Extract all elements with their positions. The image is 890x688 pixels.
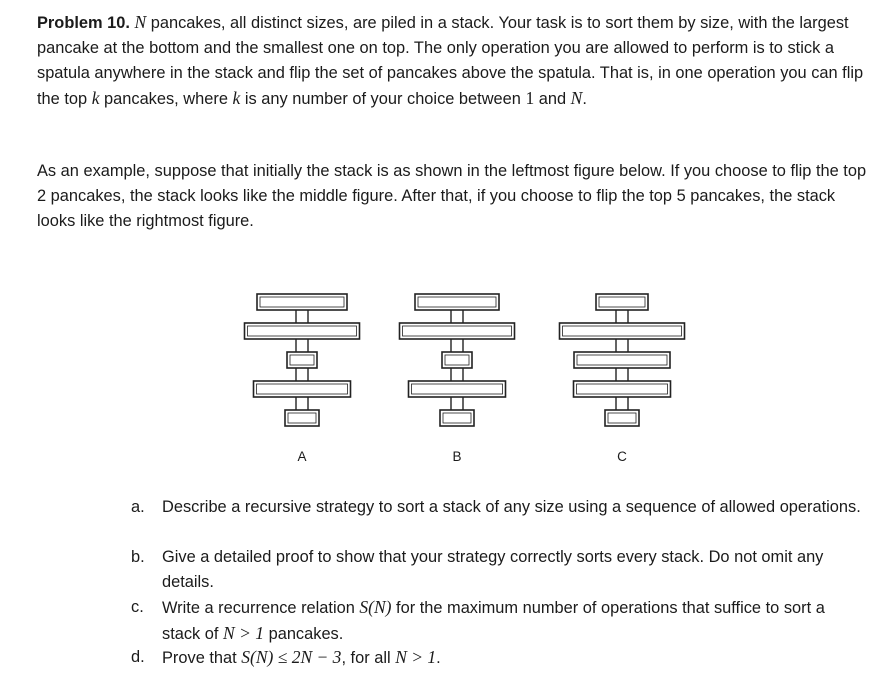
math-expression: S(N) ≤ 2N − 3	[241, 647, 342, 667]
question-text-segment: Prove that	[162, 649, 242, 667]
question-text-segment: pancakes.	[264, 625, 344, 643]
pancake	[409, 381, 506, 397]
stack-label: A	[297, 449, 307, 464]
pancake	[254, 381, 351, 397]
question-text-segment: Give a detailed proof to show that your strategy correctly sorts every stack. Do not omit any details.	[162, 548, 824, 591]
question-text-segment: Describe a recursive strategy to sort a stack of any size using a sequence of allowed operations.	[162, 498, 861, 516]
question-text-segment: Write a recurrence relation	[162, 599, 360, 617]
question-text	[162, 595, 862, 647]
question-letter: b.	[131, 548, 145, 566]
math-expression: N > 1	[223, 623, 265, 643]
var-k: k	[91, 88, 100, 108]
var-k-2: k	[232, 88, 241, 108]
num-one: 1	[525, 88, 535, 108]
question-text-segment: , for all	[341, 649, 396, 667]
problem-text-3: is any number of your choice between	[240, 90, 526, 108]
question-letter: c.	[131, 598, 144, 616]
question-text	[162, 545, 862, 595]
pancake	[440, 410, 474, 426]
problem-text-1: pancakes, all distinct sizes, are piled in a stack. Your task is to sort them by size, with the largest pancake at the bottom and the smallest one on top. The only operation you are allowed to perform is to stick a spatula anywhere in the stack and flip the set of pancakes above the spatula. That is, in one operation you can flip the top	[37, 14, 864, 108]
problem-end-period: .	[582, 90, 587, 108]
math-expression: S(N)	[359, 597, 392, 617]
pancake	[605, 410, 639, 426]
question-letter: d.	[131, 648, 145, 666]
problem-text-4: and	[534, 90, 571, 108]
stack-label: C	[617, 449, 627, 464]
question-text	[162, 645, 862, 671]
question-letter: a.	[131, 498, 145, 516]
pancake	[442, 352, 472, 368]
question-text	[162, 495, 862, 520]
pancake	[415, 294, 499, 310]
math-expression: N > 1	[395, 647, 437, 667]
stack-c	[560, 294, 685, 464]
stack-label: B	[452, 449, 462, 464]
pancake	[596, 294, 648, 310]
stack-a	[245, 294, 360, 464]
example-paragraph: As an example, suppose that initially the stack is as shown in the leftmost figure below. If you choose to flip the top 2 pancakes, the stack looks like the middle figure. After that, if you choose to flip the top 5 pancakes, the stack looks like the rightmost figure.	[37, 162, 867, 230]
pancake	[560, 323, 685, 339]
pancake	[574, 381, 671, 397]
var-n: N	[134, 12, 147, 32]
question-text-segment: for the maximum number of operations that suffice to sort a stack of	[162, 599, 825, 643]
problem-text-2: pancakes, where	[99, 90, 233, 108]
pancake	[574, 352, 670, 368]
problem-label: Problem 10.	[37, 14, 130, 32]
pancake	[285, 410, 319, 426]
stack-b	[400, 294, 515, 464]
pancake	[245, 323, 360, 339]
var-n-2: N	[570, 88, 583, 108]
pancake	[400, 323, 515, 339]
question-text-segment: .	[436, 649, 441, 667]
pancake	[287, 352, 317, 368]
pancake	[257, 294, 347, 310]
